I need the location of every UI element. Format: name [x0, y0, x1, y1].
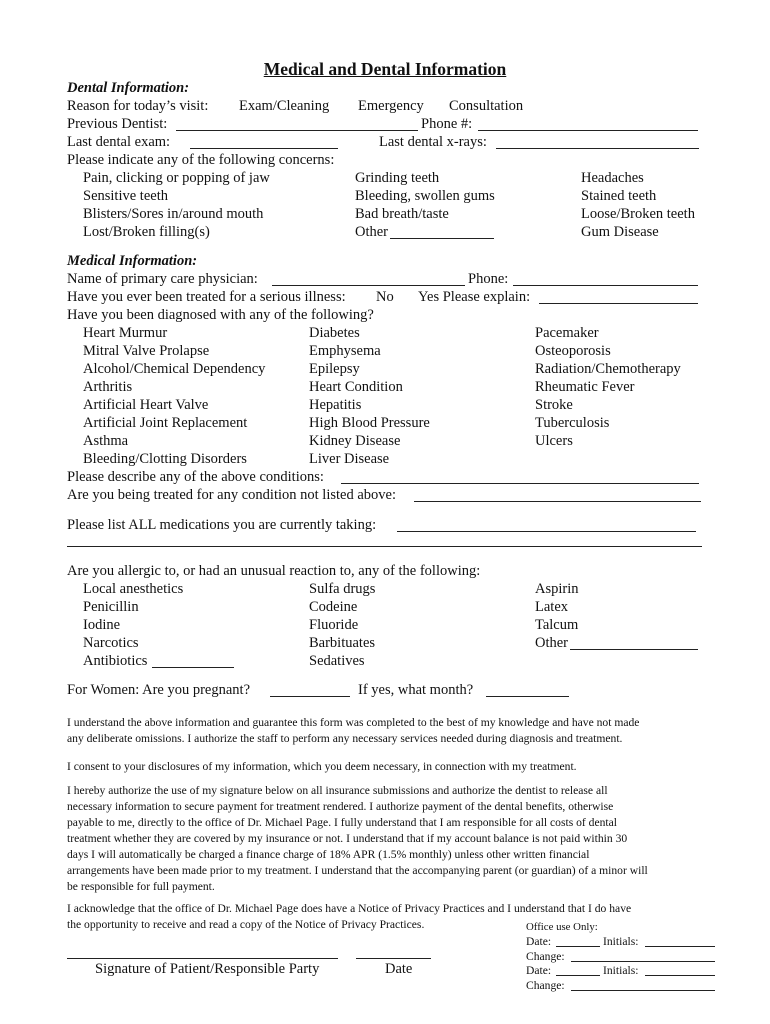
condition-item[interactable]: Kidney Disease	[309, 433, 401, 449]
condition-item[interactable]: Bleeding/Clotting Disorders	[83, 451, 247, 467]
consent-text-line: I consent to your disclosures of my information, which you deem necessary, in connection with my treatment.	[67, 760, 577, 773]
serious-illness-yes[interactable]: Yes Please explain:	[418, 289, 531, 305]
describe-conditions-field[interactable]	[341, 483, 699, 484]
office-initials-label: Initials:	[603, 964, 639, 977]
other-condition-field[interactable]	[414, 501, 701, 502]
describe-conditions-label: Please describe any of the above conditions:	[67, 469, 324, 485]
office-date-label: Date:	[526, 935, 552, 948]
concerns-prompt: Please indicate any of the following concerns:	[67, 152, 335, 168]
allergy-other-label: Other	[535, 635, 569, 651]
condition-item[interactable]: Diabetes	[309, 325, 360, 341]
last-xrays-field[interactable]	[496, 148, 699, 149]
concern-other-field[interactable]	[390, 238, 494, 239]
office-initials-label: Initials:	[603, 935, 639, 948]
condition-item[interactable]: Artificial Joint Replacement	[83, 415, 248, 431]
concern-item[interactable]: Pain, clicking or popping of jaw	[83, 170, 270, 186]
last-exam-field[interactable]	[190, 148, 338, 149]
condition-item[interactable]: Mitral Valve Prolapse	[83, 343, 210, 359]
consent-text-line: any deliberate omissions. I authorize the staff to perform any necessary services needed during diagnosis and treatment.	[67, 732, 623, 745]
concern-item[interactable]: Sensitive teeth	[83, 188, 168, 204]
concern-item[interactable]: Headaches	[581, 170, 644, 186]
allergy-item[interactable]: Iodine	[83, 617, 121, 633]
allergy-item[interactable]: Fluoride	[309, 617, 359, 633]
concern-item[interactable]: Gum Disease	[581, 224, 659, 240]
reason-emergency-option[interactable]: Emergency	[358, 98, 424, 114]
condition-item[interactable]: Radiation/Chemotherapy	[535, 361, 681, 377]
reason-consultation-option[interactable]: Consultation	[449, 98, 524, 114]
office-change-field[interactable]	[571, 990, 715, 991]
allergy-item[interactable]: Local anesthetics	[83, 581, 184, 597]
condition-item[interactable]: Stroke	[535, 397, 573, 413]
pregnant-month-field[interactable]	[486, 696, 569, 697]
office-change-field[interactable]	[571, 961, 715, 962]
previous-dentist-label: Previous Dentist:	[67, 116, 168, 132]
diagnosed-prompt: Have you been diagnosed with any of the following?	[67, 307, 374, 323]
concern-item[interactable]: Lost/Broken filling(s)	[83, 224, 210, 240]
serious-illness-explain-field[interactable]	[539, 303, 698, 304]
office-change-label: Change:	[526, 950, 565, 963]
form-title: Medical and Dental Information	[263, 59, 507, 79]
office-date-label: Date:	[526, 964, 552, 977]
allergy-item[interactable]: Latex	[535, 599, 569, 615]
dental-heading: Dental Information:	[67, 80, 190, 96]
medications-field[interactable]	[397, 531, 696, 532]
dentist-phone-field[interactable]	[478, 130, 698, 131]
condition-item[interactable]: Heart Condition	[309, 379, 403, 395]
pregnant-field[interactable]	[270, 696, 350, 697]
consent-text-line: days I will automatically be charged a finance charge of 18% APR (1.5% monthly) unless other written financial	[67, 848, 590, 861]
condition-item[interactable]: Heart Murmur	[83, 325, 168, 341]
medications-field-line2[interactable]	[67, 546, 702, 547]
condition-item[interactable]: Tuberculosis	[535, 415, 610, 431]
condition-item[interactable]: High Blood Pressure	[309, 415, 430, 431]
physician-field[interactable]	[272, 285, 465, 286]
pregnant-label: For Women: Are you pregnant?	[67, 682, 250, 698]
office-use-heading: Office use Only:	[526, 921, 598, 933]
consent-text-line: payable to me, directly to the office of Dr. Michael Page. I fully understand that I am responsible for all costs of dental	[67, 816, 618, 829]
condition-item[interactable]: Emphysema	[309, 343, 381, 359]
office-initials-field[interactable]	[645, 975, 715, 976]
consent-text-line: I hereby authorize the use of my signature below on all insurance submissions and authorize the dentist to release all	[67, 784, 608, 797]
signature-field[interactable]	[67, 958, 338, 959]
allergy-prompt: Are you allergic to, or had an unusual reaction to, any of the following:	[67, 563, 481, 579]
signature-date-field[interactable]	[356, 958, 431, 959]
condition-item[interactable]: Pacemaker	[535, 325, 599, 341]
last-xrays-label: Last dental x-rays:	[379, 134, 487, 150]
concern-item[interactable]: Loose/Broken teeth	[581, 206, 695, 222]
condition-item[interactable]: Alcohol/Chemical Dependency	[83, 361, 266, 377]
consent-text-line: I understand the above information and guarantee this form was completed to the best of my knowledge and have not made	[67, 716, 640, 729]
allergy-item[interactable]: Codeine	[309, 599, 358, 615]
concern-item[interactable]: Stained teeth	[581, 188, 657, 204]
concern-other-label: Other	[355, 224, 389, 240]
consent-text-line: be responsible for full payment.	[67, 880, 215, 893]
allergy-antibiotics-field[interactable]	[152, 667, 234, 668]
condition-item[interactable]: Hepatitis	[309, 397, 362, 413]
reason-exam-option[interactable]: Exam/Cleaning	[239, 98, 330, 114]
condition-item[interactable]: Artificial Heart Valve	[83, 397, 209, 413]
condition-item[interactable]: Epilepsy	[309, 361, 360, 377]
previous-dentist-field[interactable]	[176, 130, 418, 131]
concern-item[interactable]: Bleeding, swollen gums	[355, 188, 495, 204]
office-date-field[interactable]	[556, 946, 600, 947]
allergy-other-field[interactable]	[570, 649, 698, 650]
serious-illness-label: Have you ever been treated for a serious illness:	[67, 289, 346, 305]
office-date-field[interactable]	[556, 975, 600, 976]
physician-label: Name of primary care physician:	[67, 271, 258, 287]
last-exam-label: Last dental exam:	[67, 134, 171, 150]
signature-label: Signature of Patient/Responsible Party	[95, 961, 320, 977]
condition-item[interactable]: Ulcers	[535, 433, 573, 449]
allergy-antibiotics-label: Antibiotics	[83, 653, 148, 669]
medical-heading: Medical Information:	[67, 253, 198, 269]
signature-date-label: Date	[385, 961, 413, 977]
condition-item[interactable]: Osteoporosis	[535, 343, 611, 359]
office-change-label: Change:	[526, 979, 565, 992]
concern-item[interactable]: Blisters/Sores in/around mouth	[83, 206, 264, 222]
condition-item[interactable]: Liver Disease	[309, 451, 390, 467]
consent-text-line: the opportunity to receive and read a copy of the Notice of Privacy Practices.	[67, 918, 425, 931]
medications-label: Please list ALL medications you are currently taking:	[67, 517, 377, 533]
pregnant-month-label: If yes, what month?	[358, 682, 474, 698]
allergy-item[interactable]: Aspirin	[535, 581, 579, 597]
office-initials-field[interactable]	[645, 946, 715, 947]
consent-text-line: I acknowledge that the office of Dr. Michael Page does have a Notice of Privacy Practices and I understand that I do have	[67, 902, 632, 915]
consent-text-line: arrangements have been made prior to my treatment. I understand that the accompanying parent (or guardian) of a minor will	[67, 864, 648, 877]
consent-text-line: necessary information to secure payment for treatment rendered. I authorize payment of the dental benefits, otherwise	[67, 800, 614, 813]
allergy-item[interactable]: Penicillin	[83, 599, 139, 615]
allergy-item[interactable]: Barbituates	[309, 635, 376, 651]
other-condition-label: Are you being treated for any condition not listed above:	[67, 487, 396, 503]
serious-illness-no[interactable]: No	[376, 289, 394, 305]
physician-phone-field[interactable]	[513, 285, 698, 286]
allergy-item[interactable]: Sulfa drugs	[309, 581, 376, 597]
consent-text-line: treatment whether they are covered by my insurance or not. I understand that if my account balance is not paid within 30	[67, 832, 628, 845]
physician-phone-label: Phone:	[468, 271, 509, 287]
allergy-item[interactable]: Narcotics	[83, 635, 139, 651]
allergy-item[interactable]: Talcum	[535, 617, 579, 633]
condition-item[interactable]: Rheumatic Fever	[535, 379, 635, 395]
allergy-item[interactable]: Sedatives	[309, 653, 365, 669]
concern-item[interactable]: Bad breath/taste	[355, 206, 449, 222]
concern-item[interactable]: Grinding teeth	[355, 170, 440, 186]
dentist-phone-label: Phone #:	[421, 116, 473, 132]
reason-label: Reason for today’s visit:	[67, 98, 209, 114]
condition-item[interactable]: Arthritis	[83, 379, 133, 395]
condition-item[interactable]: Asthma	[83, 433, 129, 449]
